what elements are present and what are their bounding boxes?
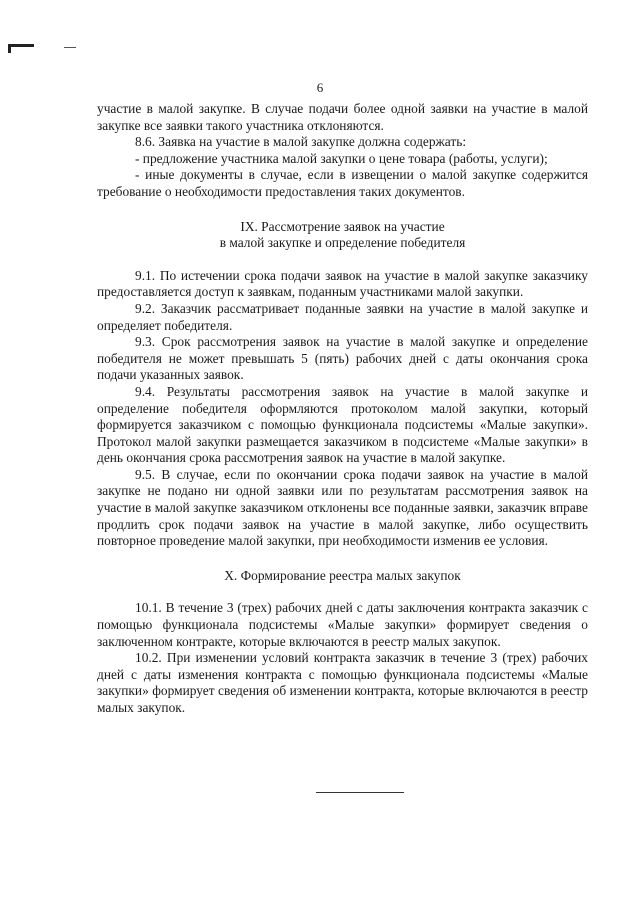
paragraph-continuation: участие в малой закупке. В случае подачи более одной заявки на участие в малой закупке все заявки такого участника отклоняются.	[97, 101, 588, 133]
document-body	[97, 101, 588, 717]
paragraph-9-1: 9.1. По истечении срока подачи заявок на участие в малой закупке заказчику предоставляется доступ к заявкам, поданным участниками малой закупки.	[97, 267, 588, 300]
paragraph-9-2: 9.2. Заказчик рассматривает поданные заявки на участие в малой закупке и определяет победителя.	[97, 300, 588, 333]
section-9-heading-line-2: в малой закупке и определение победителя	[219, 235, 466, 251]
paragraph-8-6-item-2: - иные документы в случае, если в извещении о малой закупке содержится требование о необходимости предоставления таких документов.	[97, 167, 588, 199]
section-9-heading-line-1: IX. Рассмотрение заявок на участие	[240, 218, 445, 234]
paragraph-10-2: 10.2. При изменении условий контракта заказчик в течение 3 (трех) рабочих дней с даты изменения контракта с помощью функционала подсистемы «Малые закупки» формирует сведения об изменении контракта, которые включаются в реестр малых закупок.	[97, 650, 588, 715]
paragraph-10-1: 10.1. В течение 3 (трех) рабочих дней с даты заключения контракта заказчик с помощью функционала подсистемы «Малые закупки» формирует сведения о заключенном контракте, которые включаются в реестр малых закупок.	[97, 600, 588, 649]
paragraph-8-6-item-1: - предложение участника малой закупки о цене товара (работы, услуги);	[135, 150, 548, 166]
paragraph-9-4: 9.4. Результаты рассмотрения заявок на участие в малой закупке и определение победителя оформляются протоколом малой закупки, который формируется заказчиком с помощью функционала подсистемы «Малые закупки». Протокол малой закупки размещается заказчиком в подсистеме «Малые закупки» в день окончания срока рассмотрения заявок на участие в малой закупке.	[97, 383, 588, 466]
scan-corner-mark	[8, 44, 34, 47]
scan-dash-mark	[64, 47, 76, 48]
section-10-heading: X. Формирование реестра малых закупок	[224, 567, 461, 583]
paragraph-9-3: 9.3. Срок рассмотрения заявок на участие в малой закупке и определение победителя не может превышать 5 (пять) рабочих дней с даты окончания срока подачи указанных заявок.	[97, 334, 588, 383]
page-number: 6	[316, 80, 324, 95]
end-of-document-line	[316, 792, 404, 793]
paragraph-9-5: 9.5. В случае, если по окончании срока подачи заявок на участие в малой закупке не подано ни одной заявки или по результатам рассмотрения заявок на участие в малой закупке заказчиком отклонены все поданные заявки, заказчик вправе продлить срок подачи заявок на участие в малой закупке, либо осуществить повторное проведение малой закупки, при необходимости изменив ее условия.	[97, 466, 588, 549]
paragraph-8-6: 8.6. Заявка на участие в малой закупке должна содержать:	[135, 134, 467, 150]
